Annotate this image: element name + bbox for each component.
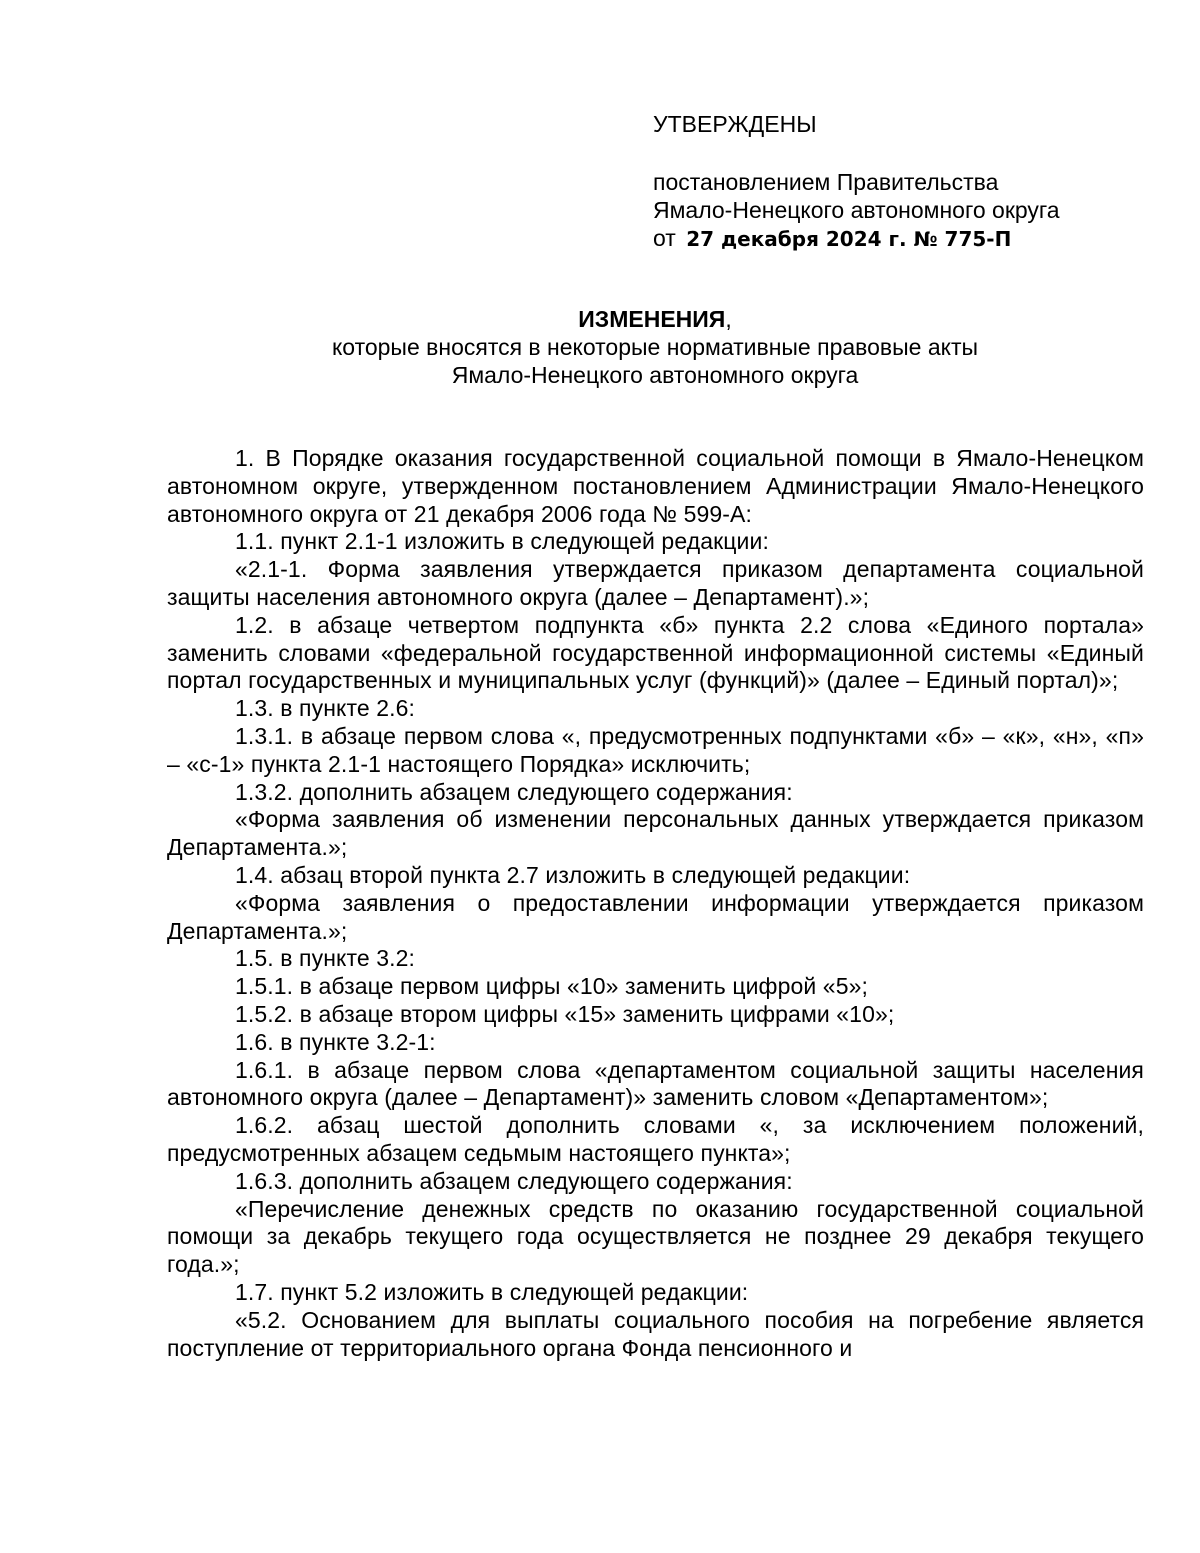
paragraph: 1.6. в пункте 3.2-1: bbox=[235, 1028, 436, 1055]
paragraph: 1.3.1. в абзаце первом слова «, предусмотренных подпунктами «б» – «к», «н», «п» – «с-1» пункта 2.1-1 настоящего Порядка» исключить; bbox=[167, 722, 1144, 777]
document-heading bbox=[180, 305, 1130, 389]
approval-line-2: Ямало-Ненецкого автономного округа bbox=[653, 197, 1060, 223]
approval-block bbox=[653, 110, 1173, 253]
approval-date-line bbox=[653, 224, 1173, 253]
approval-date-prefix: от bbox=[653, 225, 676, 251]
paragraph: «Форма заявления об изменении персональных данных утверждается приказом Департамента.»; bbox=[167, 806, 1144, 861]
paragraph: 1.6.2. абзац шестой дополнить словами «, за исключением положений, предусмотренных абзацем седьмым настоящего пункта»; bbox=[167, 1112, 1144, 1166]
paragraph: «5.2. Основанием для выплаты социального пособия на погребение является поступление от территориального органа Фонда пенсионного и bbox=[167, 1306, 1144, 1361]
paragraph: 1.5. в пункте 3.2: bbox=[235, 945, 415, 972]
approval-date-number: 27 декабря 2024 г. № 775-П bbox=[686, 227, 1012, 251]
paragraph: «Перечисление денежных средств по оказанию государственной социальной помощи за декабрь текущего года осуществляется не позднее 29 декабря текущего года.»; bbox=[167, 1195, 1144, 1278]
paragraph: 1. В Порядке оказания государственной социальной помощи в Ямало-Ненецком автономном округе, утвержденном постановлением Администрации Ямало-Ненецкого автономного округа от 21 декабря 2006 года № 599-А: bbox=[167, 445, 1144, 527]
paragraph: 1.5.1. в абзаце первом цифры «10» заменить цифрой «5»; bbox=[235, 973, 868, 1000]
heading-subtitle-line-2: Ямало-Ненецкого автономного округа bbox=[451, 362, 859, 388]
heading-title-suffix: , bbox=[725, 306, 732, 332]
paragraph: 1.1. пункт 2.1-1 изложить в следующей редакции: bbox=[235, 528, 769, 555]
heading-title-line bbox=[180, 305, 1130, 333]
paragraph: 1.6.3. дополнить абзацем следующего содержания: bbox=[235, 1167, 793, 1194]
paragraph: 1.4. абзац второй пункта 2.7 изложить в следующей редакции: bbox=[235, 861, 911, 888]
paragraph: «2.1-1. Форма заявления утверждается приказом департамента социальной защиты населения автономного округа (далее – Департамент).»; bbox=[167, 556, 1144, 610]
document-body bbox=[167, 445, 1144, 1362]
paragraph: 1.3. в пункте 2.6: bbox=[235, 695, 415, 722]
paragraph: 1.6.1. в абзаце первом слова «департаментом социальной защиты населения автономного округа (далее – Департамент)» заменить словом «Департаментом»; bbox=[167, 1056, 1144, 1111]
paragraph: 1.7. пункт 5.2 изложить в следующей редакции: bbox=[235, 1278, 749, 1305]
heading-title: ИЗМЕНЕНИЯ bbox=[578, 306, 726, 332]
paragraph: 1.3.2. дополнить абзацем следующего содержания: bbox=[235, 778, 793, 805]
approval-title: УТВЕРЖДЕНЫ bbox=[653, 111, 817, 137]
approval-line-1: постановлением Правительства bbox=[653, 169, 999, 195]
paragraph: «Форма заявления о предоставлении информации утверждается приказом Департамента.»; bbox=[167, 889, 1144, 944]
paragraph: 1.2. в абзаце четвертом подпункта «б» пункта 2.2 слова «Единого портала» заменить словами «федеральной государственной информационной системы «Единый портал государственных и муниципальных услуг (функций)» (далее – Единый портал)»; bbox=[167, 611, 1144, 694]
paragraph: 1.5.2. в абзаце втором цифры «15» заменить цифрами «10»; bbox=[235, 1000, 895, 1027]
heading-subtitle-line-1: которые вносятся в некоторые нормативные правовые акты bbox=[331, 334, 979, 360]
